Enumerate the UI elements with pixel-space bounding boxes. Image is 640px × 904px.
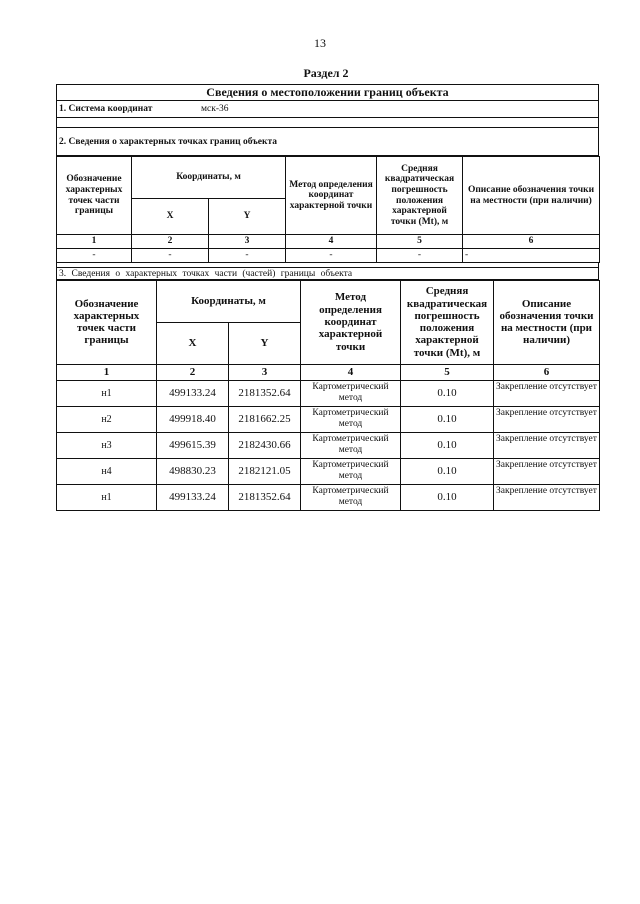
y-value: 2182430.66	[229, 432, 301, 458]
header-x: X	[132, 199, 209, 235]
column-number: 2	[157, 364, 229, 380]
header-method: Метод определения координат характерной точки	[301, 280, 401, 364]
table-row	[57, 458, 600, 484]
table-row	[57, 380, 600, 406]
header-description: Описание обозначения точки на местности (при наличии)	[494, 280, 600, 364]
column-number: 4	[286, 235, 377, 249]
x-value: 499133.24	[157, 484, 229, 510]
block3-title: 3. Сведения о характерных точках части (частей) границы объекта	[56, 267, 599, 280]
point-id: н4	[57, 458, 157, 484]
table-cell: -	[132, 248, 209, 262]
y-value: 2181662.25	[229, 406, 301, 432]
point-id: н1	[57, 484, 157, 510]
header-coordinates: Координаты, м	[157, 280, 301, 322]
y-value: 2182121.05	[229, 458, 301, 484]
header-accuracy: Средняя квадратическая погрешность положения характерной точки (Mt), м	[401, 280, 494, 364]
method: Картометрический метод	[301, 458, 401, 484]
accuracy: 0.10	[401, 458, 494, 484]
table-row	[57, 248, 600, 262]
coordinate-system-row	[56, 101, 599, 118]
table-row	[57, 432, 600, 458]
table-cell: -	[377, 248, 463, 262]
page-number: 13	[314, 36, 326, 50]
y-value: 2181352.64	[229, 484, 301, 510]
coordinate-system-label: 1. Система координат	[59, 104, 153, 114]
header-y: Y	[209, 199, 286, 235]
coordinate-system-value: мск-36	[201, 104, 229, 114]
header-description: Описание обозначения точки на местности (при наличии)	[463, 157, 600, 235]
header-accuracy: Средняя квадратическая погрешность положения характерной точки (Mt), м	[377, 157, 463, 235]
accuracy: 0.10	[401, 484, 494, 510]
y-value: 2181352.64	[229, 380, 301, 406]
column-number: 3	[209, 235, 286, 249]
x-value: 499133.24	[157, 380, 229, 406]
method: Картометрический метод	[301, 432, 401, 458]
section-title: Раздел 2	[303, 66, 349, 80]
description: Закрепление отсутствует	[494, 380, 600, 406]
point-id: н1	[57, 380, 157, 406]
description: Закрепление отсутствует	[494, 458, 600, 484]
table-cell: -	[209, 248, 286, 262]
column-number: 6	[494, 364, 600, 380]
description: Закрепление отсутствует	[494, 484, 600, 510]
point-id: н2	[57, 406, 157, 432]
column-number: 5	[401, 364, 494, 380]
header-designation: Обозначение характерных точек части границы	[57, 157, 132, 235]
block2-title: 2. Сведения о характерных точках границ объекта	[56, 127, 599, 156]
accuracy: 0.10	[401, 432, 494, 458]
method: Картометрический метод	[301, 406, 401, 432]
accuracy: 0.10	[401, 380, 494, 406]
column-number: 4	[301, 364, 401, 380]
header-y: Y	[229, 322, 301, 364]
description: Закрепление отсутствует	[494, 406, 600, 432]
column-number: 1	[57, 364, 157, 380]
column-number: 6	[463, 235, 600, 249]
column-number: 5	[377, 235, 463, 249]
accuracy: 0.10	[401, 406, 494, 432]
section-heading: Сведения о местоположении границ объекта	[56, 84, 599, 101]
table-row	[57, 484, 600, 510]
table-row	[57, 406, 600, 432]
table-cell: -	[286, 248, 377, 262]
table-cell: -	[463, 248, 600, 262]
header-method: Метод определения координат характерной точки	[286, 157, 377, 235]
x-value: 499615.39	[157, 432, 229, 458]
column-number: 2	[132, 235, 209, 249]
description: Закрепление отсутствует	[494, 432, 600, 458]
method: Картометрический метод	[301, 380, 401, 406]
column-number: 1	[57, 235, 132, 249]
header-coordinates: Координаты, м	[132, 157, 286, 199]
table-cell: -	[57, 248, 132, 262]
header-x: X	[157, 322, 229, 364]
block2-table	[56, 156, 600, 263]
method: Картометрический метод	[301, 484, 401, 510]
x-value: 498830.23	[157, 458, 229, 484]
x-value: 499918.40	[157, 406, 229, 432]
point-id: н3	[57, 432, 157, 458]
column-number: 3	[229, 364, 301, 380]
header-designation: Обозначение характерных точек части границы	[57, 280, 157, 364]
spacer	[56, 118, 599, 127]
document-body	[56, 84, 599, 511]
block3-table	[56, 280, 600, 511]
